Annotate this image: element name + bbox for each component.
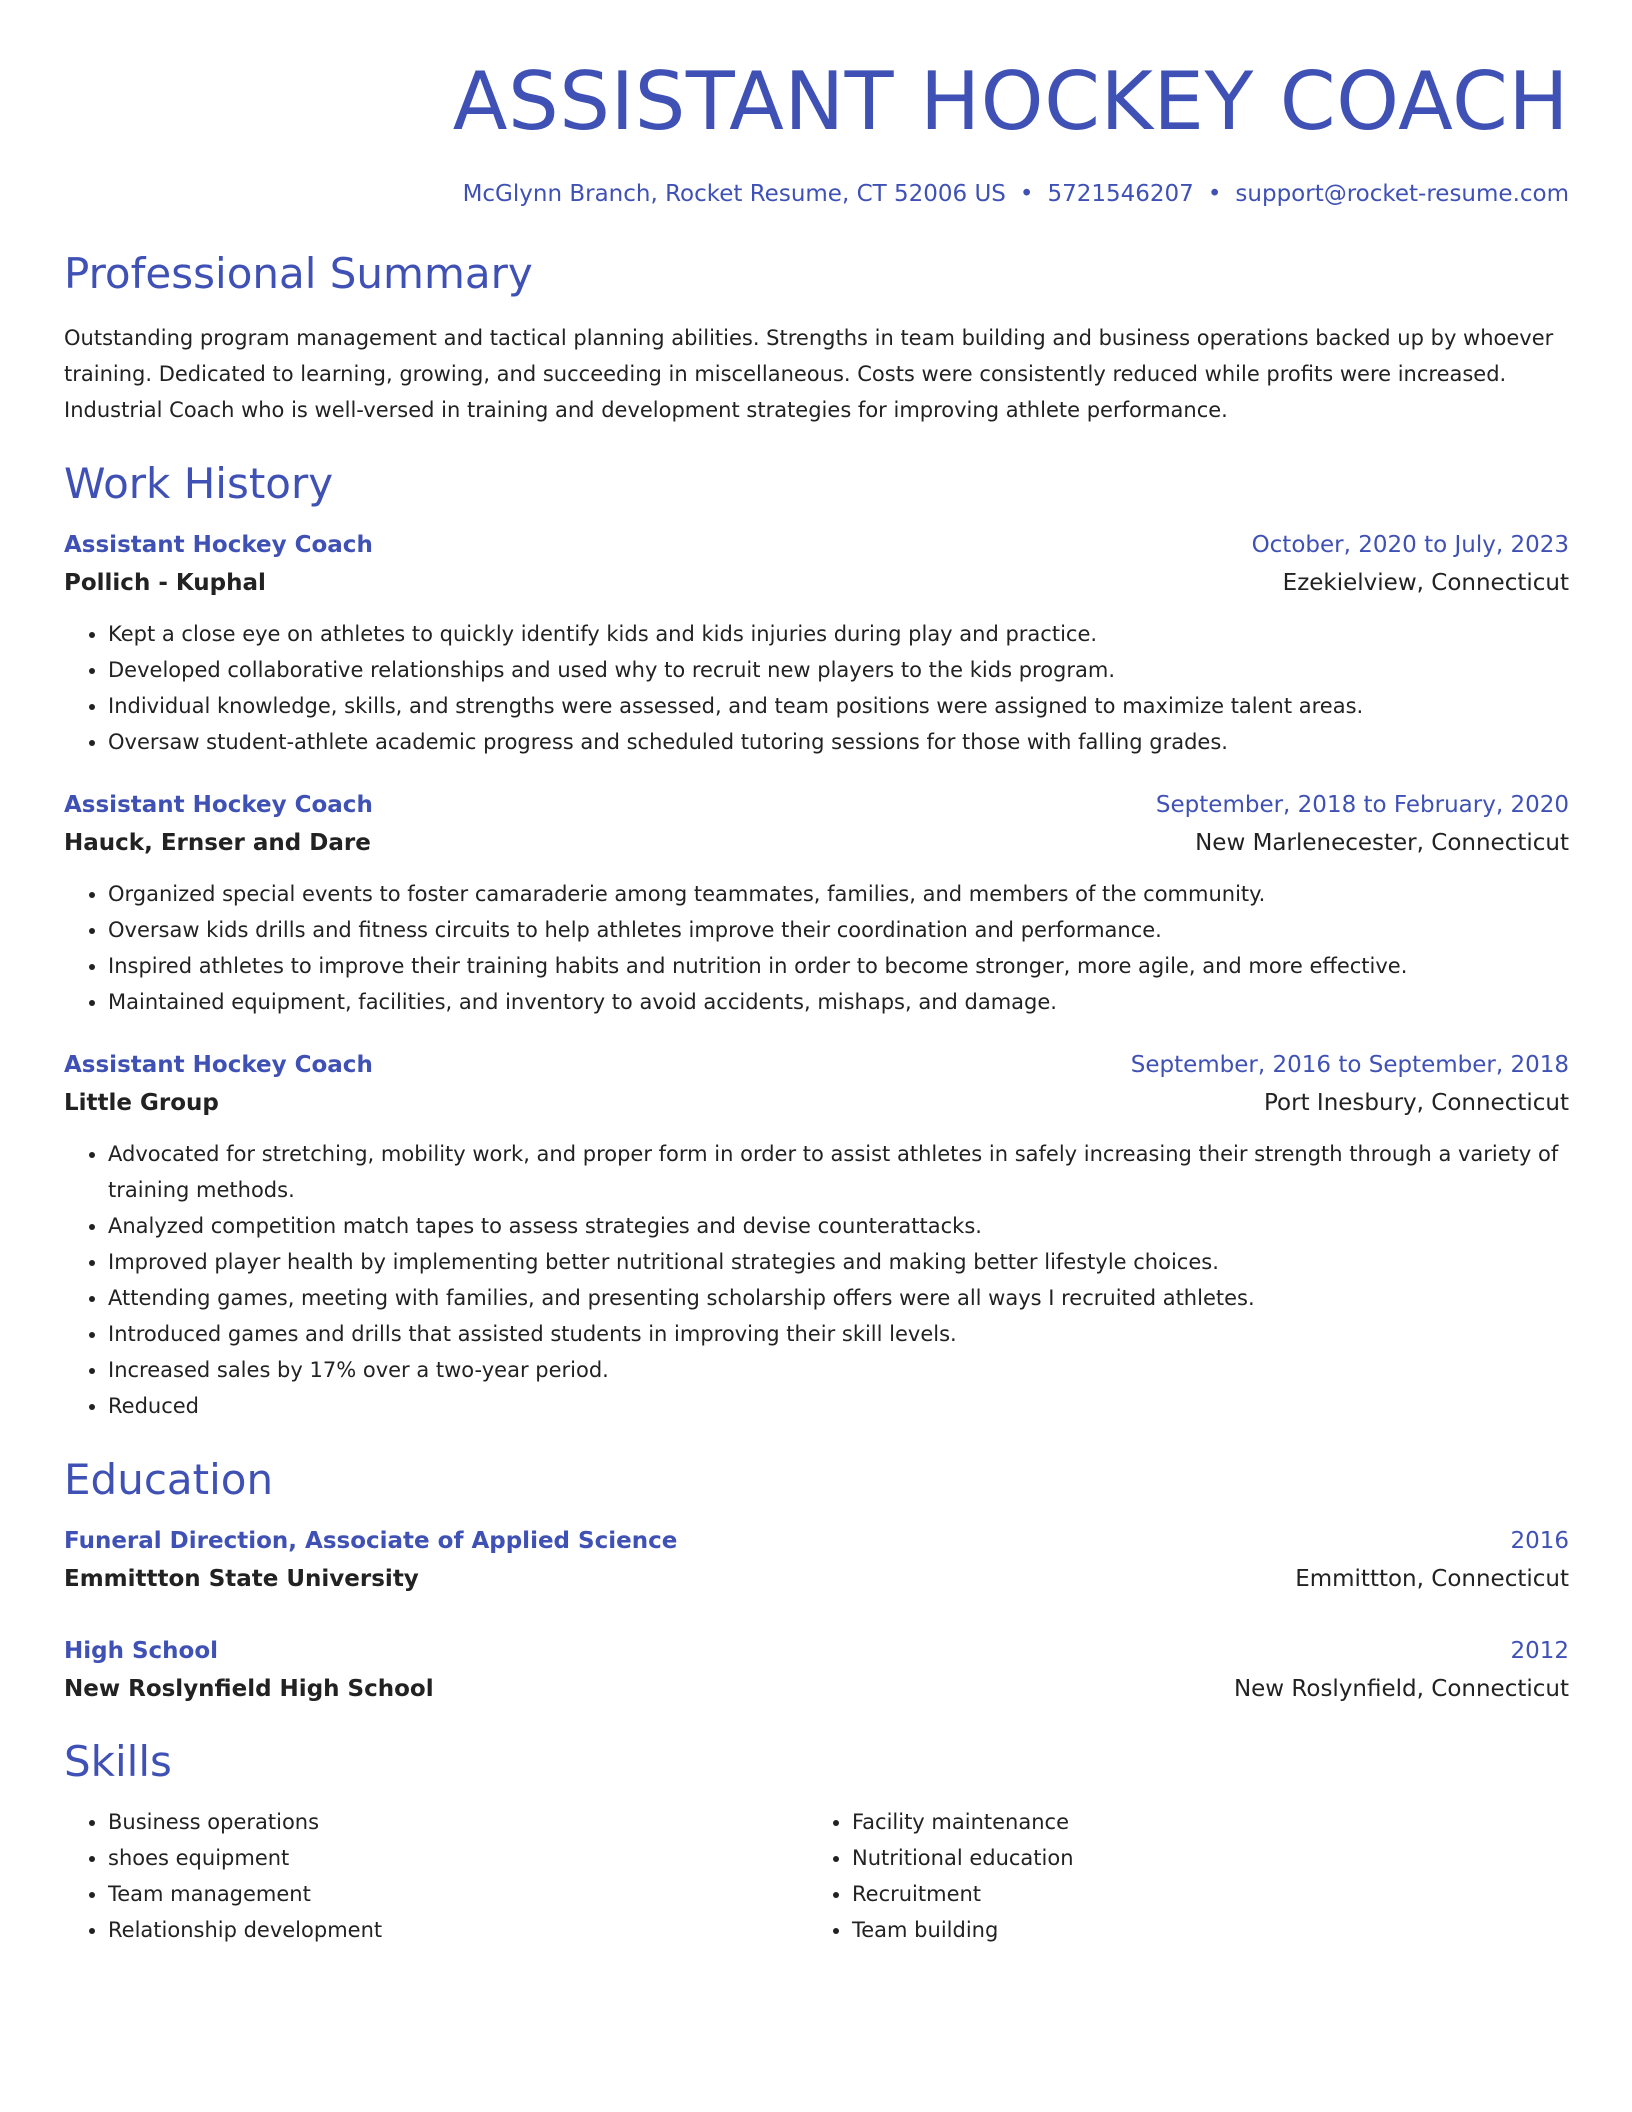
contact-address: McGlynn Branch, Rocket Resume, CT 52006 US bbox=[462, 181, 1006, 207]
job-bullet: • Individual knowledge, skills, and strengths were assessed, and team positions were assigned to maximize talent areas. bbox=[108, 688, 1569, 724]
job-bullet: • Increased sales by 17% over a two-year period. bbox=[108, 1352, 1569, 1388]
summary-heading: Professional Summary bbox=[64, 249, 533, 298]
contact-phone: 5721546207 bbox=[1047, 181, 1194, 207]
education-school: New Roslynfield High School bbox=[64, 1676, 434, 1702]
job-role: Assistant Hockey Coach bbox=[64, 532, 373, 558]
summary-text: Outstanding program management and tactical planning abilities. Strengths in team building and business operations backed up by whoever training. Dedicated to learning, growing, and succeeding in miscellaneous. Costs were consistently reduced while profits were increased. Industrial Coach who is well-versed in training and development strategies for improving athlete performance. bbox=[64, 326, 1554, 422]
job-role: Assistant Hockey Coach bbox=[64, 792, 373, 818]
skill-item: • shoes equipment bbox=[108, 1840, 808, 1876]
education-entry bbox=[64, 1522, 1569, 1598]
job-bullet: • Maintained equipment, facilities, and inventory to avoid accidents, mishaps, and damage. bbox=[108, 984, 1569, 1020]
skill-item: • Nutritional education bbox=[852, 1840, 1552, 1876]
job-bullet: • Reduced bbox=[108, 1388, 1569, 1424]
job-company: Little Group bbox=[64, 1090, 219, 1116]
skill-item: • Facility maintenance bbox=[852, 1804, 1552, 1840]
skill-item: • Recruitment bbox=[852, 1876, 1552, 1912]
job-bullet: • Inspired athletes to improve their training habits and nutrition in order to become stronger, more agile, and more effective. bbox=[108, 948, 1569, 984]
job-entry bbox=[64, 526, 1569, 760]
education-year: 2012 bbox=[1510, 1638, 1569, 1664]
resume-title: ASSISTANT HOCKEY COACH bbox=[452, 55, 1569, 148]
education-location: Emmittton, Connecticut bbox=[1295, 1566, 1569, 1592]
job-entry bbox=[64, 786, 1569, 1020]
education-entry bbox=[64, 1632, 1569, 1708]
job-bullet: • Developed collaborative relationships and used why to recruit new players to the kids program. bbox=[108, 652, 1569, 688]
work-history-heading: Work History bbox=[64, 459, 334, 508]
job-entry bbox=[64, 1046, 1569, 1424]
education-degree: Funeral Direction, Associate of Applied Science bbox=[64, 1528, 678, 1554]
job-company: Pollich - Kuphal bbox=[64, 570, 266, 596]
job-bullet: • Advocated for stretching, mobility work, and proper form in order to assist athletes in safely increasing their strength through a variety of training methods. bbox=[108, 1136, 1569, 1208]
job-bullets bbox=[64, 1136, 1569, 1424]
skills-column-left bbox=[64, 1804, 808, 1948]
job-location: Ezekielview, Connecticut bbox=[1282, 570, 1569, 596]
job-bullet: • Oversaw student-athlete academic progress and scheduled tutoring sessions for those with falling grades. bbox=[108, 724, 1569, 760]
job-bullets bbox=[64, 876, 1569, 1020]
education-year: 2016 bbox=[1510, 1528, 1569, 1554]
job-dates: September, 2016 to September, 2018 bbox=[1130, 1052, 1569, 1078]
job-bullet: • Attending games, meeting with families, and presenting scholarship offers were all ways I recruited athletes. bbox=[108, 1280, 1569, 1316]
job-bullet: • Improved player health by implementing better nutritional strategies and making better lifestyle choices. bbox=[108, 1244, 1569, 1280]
job-location: Port Inesbury, Connecticut bbox=[1264, 1090, 1569, 1116]
education-heading: Education bbox=[64, 1455, 274, 1504]
job-bullet: • Analyzed competition match tapes to assess strategies and devise counterattacks. bbox=[108, 1208, 1569, 1244]
education-school: Emmittton State University bbox=[64, 1566, 419, 1592]
job-location: New Marlenecester, Connecticut bbox=[1195, 830, 1569, 856]
job-bullet: • Introduced games and drills that assisted students in improving their skill levels. bbox=[108, 1316, 1569, 1352]
skills-column-right bbox=[808, 1804, 1552, 1948]
job-dates: September, 2018 to February, 2020 bbox=[1155, 792, 1569, 818]
job-dates: October, 2020 to July, 2023 bbox=[1251, 532, 1569, 558]
contact-separator: • bbox=[1207, 181, 1222, 207]
skill-item: • Relationship development bbox=[108, 1912, 808, 1948]
contact-line bbox=[64, 178, 1569, 210]
job-role: Assistant Hockey Coach bbox=[64, 1052, 373, 1078]
skill-item: • Team building bbox=[852, 1912, 1552, 1948]
job-company: Hauck, Ernser and Dare bbox=[64, 830, 371, 856]
skill-item: • Business operations bbox=[108, 1804, 808, 1840]
contact-separator: • bbox=[1019, 181, 1034, 207]
education-location: New Roslynfield, Connecticut bbox=[1233, 1676, 1569, 1702]
job-bullet: • Oversaw kids drills and fitness circuits to help athletes improve their coordination and performance. bbox=[108, 912, 1569, 948]
education-degree: High School bbox=[64, 1638, 219, 1664]
skills-heading: Skills bbox=[64, 1737, 172, 1786]
job-bullet: • Kept a close eye on athletes to quickly identify kids and kids injuries during play and practice. bbox=[108, 616, 1569, 652]
skill-item: • Team management bbox=[108, 1876, 808, 1912]
job-bullets bbox=[64, 616, 1569, 760]
skills-list bbox=[64, 1804, 1569, 1948]
contact-email: support@rocket-resume.com bbox=[1235, 181, 1569, 207]
job-bullet: • Organized special events to foster camaraderie among teammates, families, and members of the community. bbox=[108, 876, 1569, 912]
